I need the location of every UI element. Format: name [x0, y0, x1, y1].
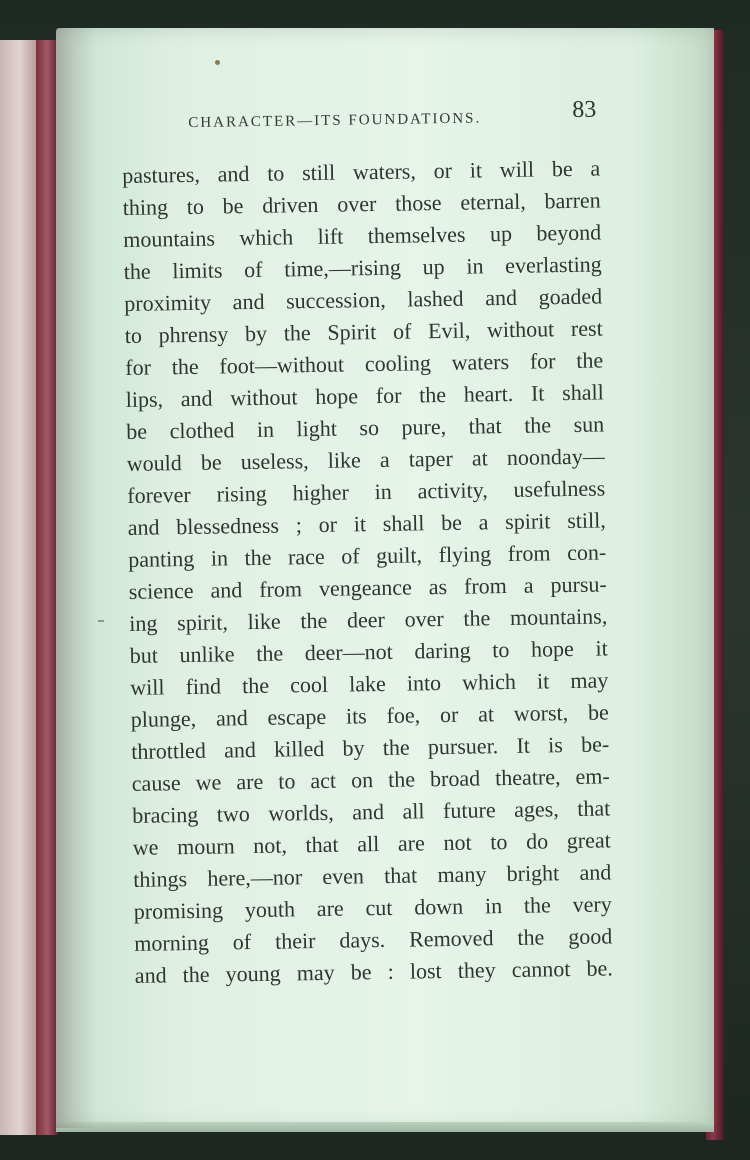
text-line: pastures, and to still waters, or it will be a — [122, 155, 601, 188]
text-line: thing to be driven over those eternal, barren — [122, 187, 601, 220]
running-head: CHARACTER—ITS FOUNDATIONS. — [188, 110, 482, 132]
paper-speck — [215, 60, 220, 65]
text-line: cause we are to act on the broad theatre, em- — [131, 763, 610, 796]
body-text — [122, 152, 613, 991]
text-line: proximity and succession, lashed and goaded — [124, 283, 603, 316]
margin-mark — [98, 620, 104, 622]
text-line: and the young may be : lost they cannot be. — [134, 955, 613, 988]
text-line: and blessedness ; or it shall be a spirit still, — [127, 507, 606, 540]
text-line: plunge, and escape its foe, or at worst, be — [130, 699, 609, 732]
text-line: would be useless, like a taper at noonday— — [126, 443, 605, 476]
text-line: panting in the race of guilt, flying from con- — [128, 539, 607, 572]
text-line: ing spirit, like the deer over the mountains, — [129, 603, 608, 636]
text-line: forever rising higher in activity, usefulness — [127, 475, 606, 508]
text-line: things here,—nor even that many bright and — [133, 859, 612, 892]
left-page-edge — [0, 40, 36, 1135]
text-line: lips, and without hope for the heart. It shall — [125, 379, 604, 412]
text-line: promising youth are cut down in the very — [133, 891, 612, 924]
text-line: mountains which lift themselves up beyond — [123, 219, 602, 252]
text-line: bracing two worlds, and all future ages, that — [132, 795, 611, 828]
gutter-shadow — [56, 28, 96, 1128]
text-line: will find the cool lake into which it may — [130, 667, 609, 700]
page-number: 83 — [572, 96, 597, 124]
page-header — [130, 92, 609, 140]
text-line: science and from vengeance as from a pursu- — [128, 571, 607, 604]
text-line: for the foot—without cooling waters for the — [125, 347, 604, 380]
book-spine-binding — [36, 40, 58, 1135]
text-line: the limits of time,—rising up in everlasting — [123, 251, 602, 284]
text-line: we mourn not, that all are not to do great — [132, 827, 611, 860]
text-line: but unlike the deer—not daring to hope it — [129, 635, 608, 668]
text-line: be clothed in light so pure, that the sun — [126, 411, 605, 444]
page-bottom-edge — [56, 1122, 714, 1132]
text-line: throttled and killed by the pursuer. It is be- — [131, 731, 610, 764]
text-line: morning of their days. Removed the good — [134, 923, 613, 956]
text-line: to phrensy by the Spirit of Evil, without rest — [124, 315, 603, 348]
